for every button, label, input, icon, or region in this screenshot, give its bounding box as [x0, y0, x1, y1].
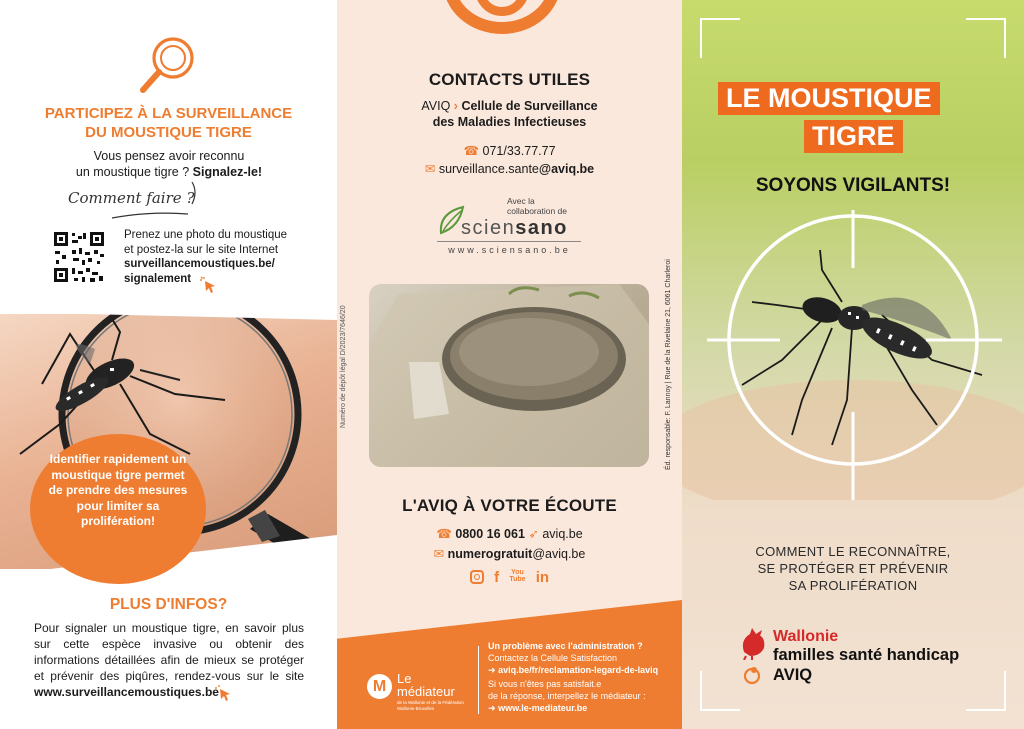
wallonie-logo: Wallonie	[773, 628, 839, 645]
linkedin-icon[interactable]: in	[535, 569, 550, 586]
collab-text: Avec la collaboration de	[507, 196, 568, 216]
rooster-icon	[736, 626, 770, 660]
main-title-line2: TIGRE	[804, 120, 903, 153]
mediateur-logo-icon: M	[367, 674, 392, 699]
report-prompt: Vous pensez avoir reconnu un moustique tigre ? Signalez-le!	[75, 149, 263, 179]
click-cursor-icon	[215, 684, 233, 702]
ecoute-title: L'AVIQ À VOTRE ÉCOUTE	[402, 496, 617, 515]
click-cursor-icon	[200, 276, 218, 294]
aviq-logo-icon	[742, 664, 764, 686]
qr-code-icon[interactable]	[52, 230, 106, 284]
phone-icon: ☎	[436, 527, 452, 541]
frame-corner	[700, 18, 740, 58]
surveillance-title: PARTICIPEZ À LA SURVEILLANCE DU MOUSTIQUE TIGRE	[44, 105, 293, 141]
target-logo-icon	[443, 0, 561, 34]
free-email-row[interactable]: ✉ numerogratuit@aviq.be	[433, 547, 586, 561]
divider	[437, 241, 581, 242]
mediateur-link[interactable]: ➜ www.le-mediateur.be	[488, 703, 588, 713]
qr-instructions: Prenez une photo du moustique et postez-la sur le site Internet surveillancemoustiques.be/ signalement	[124, 228, 304, 286]
contacts-title: CONTACTS UTILES	[428, 70, 591, 89]
frame-corner	[700, 671, 740, 711]
click-icon: ➶	[528, 527, 539, 541]
legal-deposit: Numéro de dépôt légal D/2023/7646/20	[340, 305, 347, 428]
surveillance-site-link[interactable]: www.surveillancemoustiques.be	[34, 685, 219, 699]
fsh-label: familles santé handicap	[773, 646, 960, 664]
instagram-icon[interactable]	[470, 570, 484, 584]
editor-notice: Éd. responsable: F. Lannoy | Rue de la Rivelaine 21, 6061 Charleroi	[665, 259, 672, 470]
left-panel	[0, 0, 337, 729]
reclamation-link[interactable]: ➜ aviq.be/fr/reclamation-legard-de-laviq	[488, 665, 659, 675]
arrow-right-icon: ➜	[488, 703, 496, 713]
mediateur-logo: Le médiateur	[397, 671, 455, 699]
info-bubble-text: Identifier rapidement un moustique tigre permet de prendre des mesures pour limiter sa prolifération!	[48, 452, 188, 528]
aviq-cell: AVIQ › Cellule de Surveillance des Maladies Infectieuses	[421, 99, 598, 129]
main-title-line1: LE MOUSTIQUE	[718, 82, 940, 115]
social-row	[337, 569, 682, 586]
phone-row[interactable]: ☎ 071/33.77.77	[463, 144, 556, 158]
arrow-right-icon: ➜	[488, 665, 496, 675]
email-row[interactable]: ✉ surveillance.sante@aviq.be	[424, 162, 595, 176]
sciensano-logo: sciensano	[461, 217, 568, 239]
arrow-decoration	[188, 180, 200, 206]
middle-panel	[337, 0, 682, 729]
tagline: SOYONS VIGILANTS!	[755, 175, 951, 196]
frame-corner	[966, 18, 1006, 58]
youtube-icon[interactable]: You Tube	[509, 569, 526, 583]
report-link[interactable]: surveillancemoustiques.be/	[124, 258, 275, 270]
mail-icon: ✉	[433, 547, 445, 561]
mediateur-subtitle: de la Wallonie et de la Fédération Wallonie-Bruxelles	[397, 700, 464, 711]
container-illustration	[369, 284, 649, 467]
more-info-title: PLUS D'INFOS?	[109, 596, 228, 613]
divider	[478, 646, 479, 714]
report-link-2[interactable]: signalement	[124, 272, 192, 285]
admin-info: Un problème avec l'administration ? Contactez la Cellule Satisfaction ➜ aviq.be/fr/reclamation-legard-de-laviq Si vous n'êtes pas satisfait.e de la réponse, interpellez le médiateur : ➜ www.le-mediateur.be	[488, 640, 678, 714]
water-container-photo	[369, 284, 649, 467]
recognize-text: COMMENT LE RECONNAÎTRE, SE PROTÉGER ET PRÉVENIR SA PROLIFÉRATION	[755, 544, 951, 593]
phone-icon: ☎	[463, 144, 480, 158]
aviq-label: AVIQ	[773, 666, 813, 684]
sciensano-url[interactable]: www.sciensano.be	[448, 245, 571, 255]
more-info-body: Pour signaler un moustique tigre, en savoir plus sur cette espèce invasive ou obtenir des informations détaillées afin de mieux se protéger et prévenir des piqûres, rendez-vous sur le site www.surveillancemoustiques.be	[34, 621, 304, 699]
right-panel	[682, 0, 1024, 729]
underline-swash	[110, 210, 190, 220]
magnifier-icon	[137, 34, 199, 96]
free-phone-row[interactable]: ☎ 0800 16 061 ➶ aviq.be	[436, 527, 583, 541]
frame-corner	[966, 671, 1006, 711]
facebook-icon[interactable]: f	[494, 569, 500, 586]
how-to-heading: Comment faire ?	[68, 189, 195, 207]
crosshair-mosquito	[682, 210, 1024, 500]
mail-icon: ✉	[424, 162, 436, 176]
